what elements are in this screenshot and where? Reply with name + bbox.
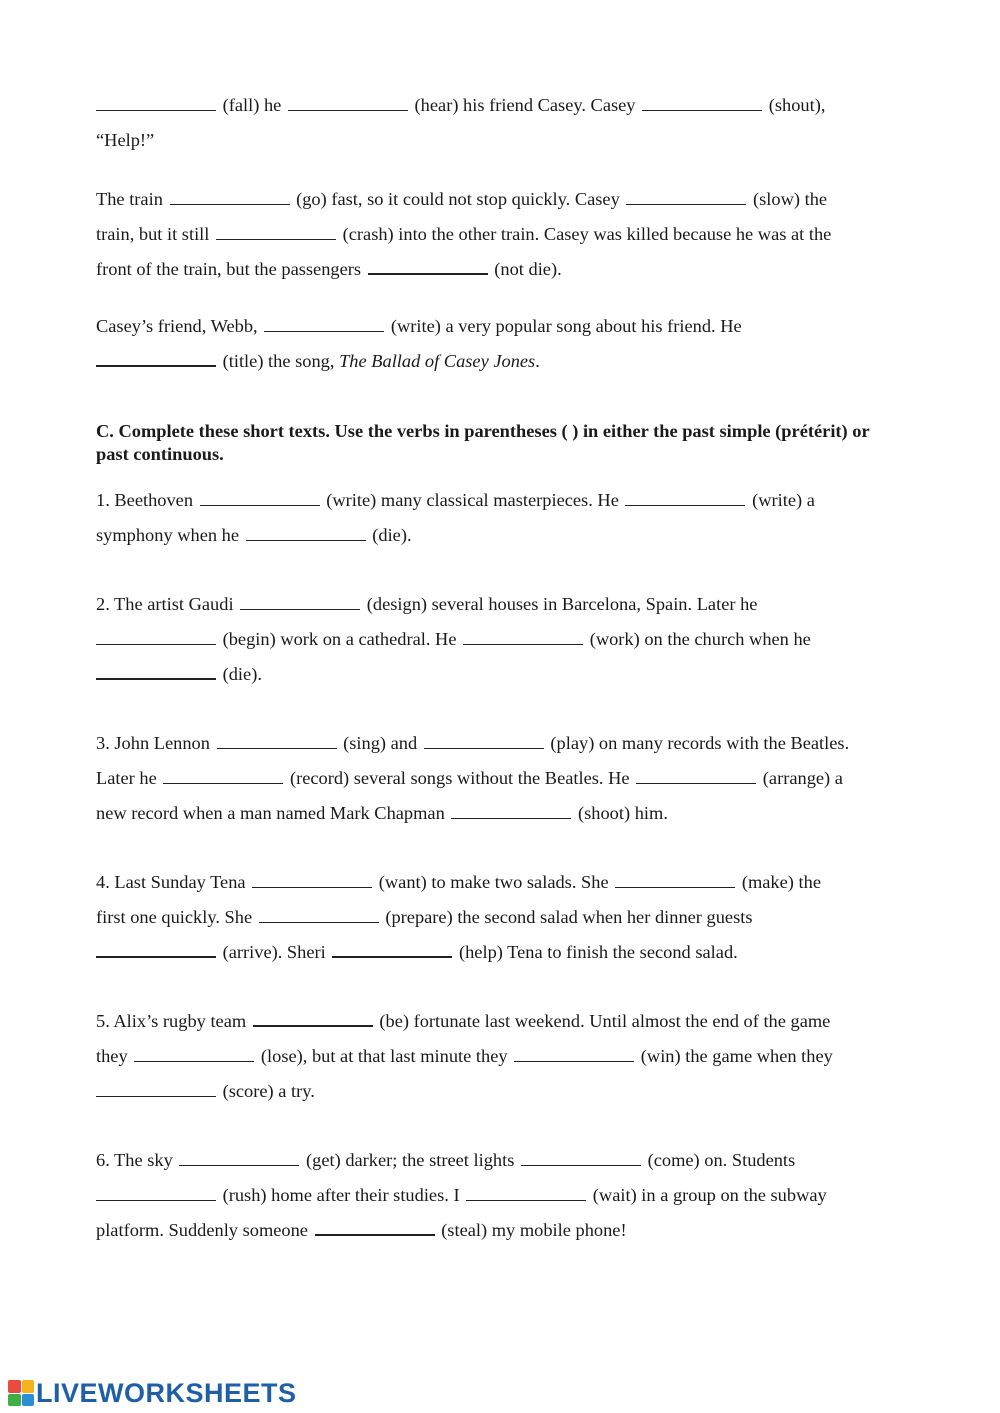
answer-blank[interactable] xyxy=(615,887,735,888)
answer-blank[interactable] xyxy=(96,1096,216,1097)
text: platform. Suddenly someone xyxy=(96,1220,308,1240)
answer-blank[interactable] xyxy=(626,204,746,205)
text: symphony when he xyxy=(96,525,240,545)
text: 2. The artist Gaudi xyxy=(96,594,234,614)
text: (design) several houses in Barcelona, Spain. Later he xyxy=(366,594,758,614)
answer-blank[interactable] xyxy=(96,644,216,645)
text: (die). xyxy=(222,664,262,684)
text: (sing) and xyxy=(343,733,418,753)
text: (prepare) the second salad when her dinner guests xyxy=(385,907,753,927)
answer-blank[interactable] xyxy=(368,273,488,275)
text: (make) the xyxy=(741,872,821,892)
answer-blank[interactable] xyxy=(200,505,320,506)
text: (want) to make two salads. She xyxy=(378,872,609,892)
answer-blank[interactable] xyxy=(163,783,283,784)
answer-blank[interactable] xyxy=(253,1025,373,1027)
answer-blank[interactable] xyxy=(636,783,756,784)
liveworksheets-logo xyxy=(8,1378,297,1408)
answer-blank[interactable] xyxy=(463,644,583,645)
text: (steal) my mobile phone! xyxy=(441,1220,627,1240)
question-5 xyxy=(96,1004,908,1109)
answer-blank[interactable] xyxy=(96,110,216,111)
answer-blank[interactable] xyxy=(514,1061,634,1062)
answer-blank[interactable] xyxy=(642,110,762,111)
text: (win) the game when they xyxy=(640,1046,833,1066)
text: (get) darker; the street lights xyxy=(306,1150,515,1170)
text: (title) the song, xyxy=(222,351,335,371)
answer-blank[interactable] xyxy=(240,609,360,610)
text: (go) fast, so it could not stop quickly. Casey xyxy=(296,189,620,209)
answer-blank[interactable] xyxy=(625,505,745,506)
text: (write) a xyxy=(752,490,815,510)
text: . xyxy=(535,351,540,371)
answer-blank[interactable] xyxy=(466,1200,586,1201)
logo-mark-icon xyxy=(8,1380,34,1406)
text: (begin) work on a cathedral. He xyxy=(222,629,457,649)
paragraph-casey-2 xyxy=(96,182,908,287)
question-6 xyxy=(96,1143,908,1248)
text: (come) on. Students xyxy=(647,1150,796,1170)
text: 4. Last Sunday Tena xyxy=(96,872,246,892)
answer-blank[interactable] xyxy=(252,887,372,888)
answer-blank[interactable] xyxy=(134,1061,254,1062)
text: (wait) in a group on the subway xyxy=(592,1185,827,1205)
answer-blank[interactable] xyxy=(216,239,336,240)
text: 5. Alix’s rugby team xyxy=(96,1011,247,1031)
answer-blank[interactable] xyxy=(264,331,384,332)
question-1 xyxy=(96,483,908,553)
text: (lose), but at that last minute they xyxy=(260,1046,508,1066)
text: (slow) the xyxy=(753,189,828,209)
answer-blank[interactable] xyxy=(179,1165,299,1166)
answer-blank[interactable] xyxy=(96,956,216,958)
answer-blank[interactable] xyxy=(521,1165,641,1166)
section-c-heading: C. Complete these short texts. Use the verbs in parentheses ( ) in either the past simple (prétérit) or past continuous. xyxy=(96,421,870,464)
answer-blank[interactable] xyxy=(259,922,379,923)
question-2 xyxy=(96,587,908,692)
text: 6. The sky xyxy=(96,1150,173,1170)
text: (write) many classical masterpieces. He xyxy=(326,490,619,510)
paragraph-casey-3 xyxy=(96,309,908,379)
answer-blank[interactable] xyxy=(288,110,408,111)
text: (rush) home after their studies. I xyxy=(222,1185,460,1205)
answer-blank[interactable] xyxy=(451,818,571,819)
text: first one quickly. She xyxy=(96,907,253,927)
answer-blank[interactable] xyxy=(96,1200,216,1201)
text: they xyxy=(96,1046,128,1066)
text: new record when a man named Mark Chapman xyxy=(96,803,445,823)
text: (arrive). Sheri xyxy=(222,942,326,962)
answer-blank[interactable] xyxy=(170,204,290,205)
answer-blank[interactable] xyxy=(424,748,544,749)
text: (help) Tena to finish the second salad. xyxy=(458,942,738,962)
text: (arrange) a xyxy=(762,768,843,788)
logo-text: LIVEWORKSHEETS xyxy=(36,1377,297,1408)
text: (work) on the church when he xyxy=(589,629,811,649)
answer-blank[interactable] xyxy=(96,678,216,680)
text: Casey’s friend, Webb, xyxy=(96,316,258,336)
question-3 xyxy=(96,726,908,831)
answer-blank[interactable] xyxy=(96,365,216,367)
text: front of the train, but the passengers xyxy=(96,259,362,279)
answer-blank[interactable] xyxy=(217,748,337,749)
text: (hear) his friend Casey. Casey xyxy=(414,95,636,115)
text: The train xyxy=(96,189,163,209)
text: Later he xyxy=(96,768,157,788)
answer-blank[interactable] xyxy=(332,956,452,958)
text: (be) fortunate last weekend. Until almost the end of the game xyxy=(379,1011,831,1031)
text: “Help!” xyxy=(96,130,155,150)
text: 1. Beethoven xyxy=(96,490,194,510)
text: (fall) he xyxy=(222,95,282,115)
answer-blank[interactable] xyxy=(315,1234,435,1236)
text: (shout), xyxy=(768,95,826,115)
answer-blank[interactable] xyxy=(246,540,366,541)
text: 3. John Lennon xyxy=(96,733,210,753)
text: (write) a very popular song about his friend. He xyxy=(390,316,742,336)
text: train, but it still xyxy=(96,224,210,244)
paragraph-casey-1 xyxy=(96,88,908,158)
text: (play) on many records with the Beatles. xyxy=(550,733,850,753)
text: (not die). xyxy=(494,259,562,279)
text: (shoot) him. xyxy=(578,803,668,823)
text: (die). xyxy=(372,525,412,545)
song-title: The Ballad of Casey Jones xyxy=(339,351,536,371)
text: (crash) into the other train. Casey was killed because he was at the xyxy=(342,224,832,244)
question-4 xyxy=(96,865,908,970)
text: (record) several songs without the Beatles. He xyxy=(289,768,630,788)
text: (score) a try. xyxy=(222,1081,315,1101)
